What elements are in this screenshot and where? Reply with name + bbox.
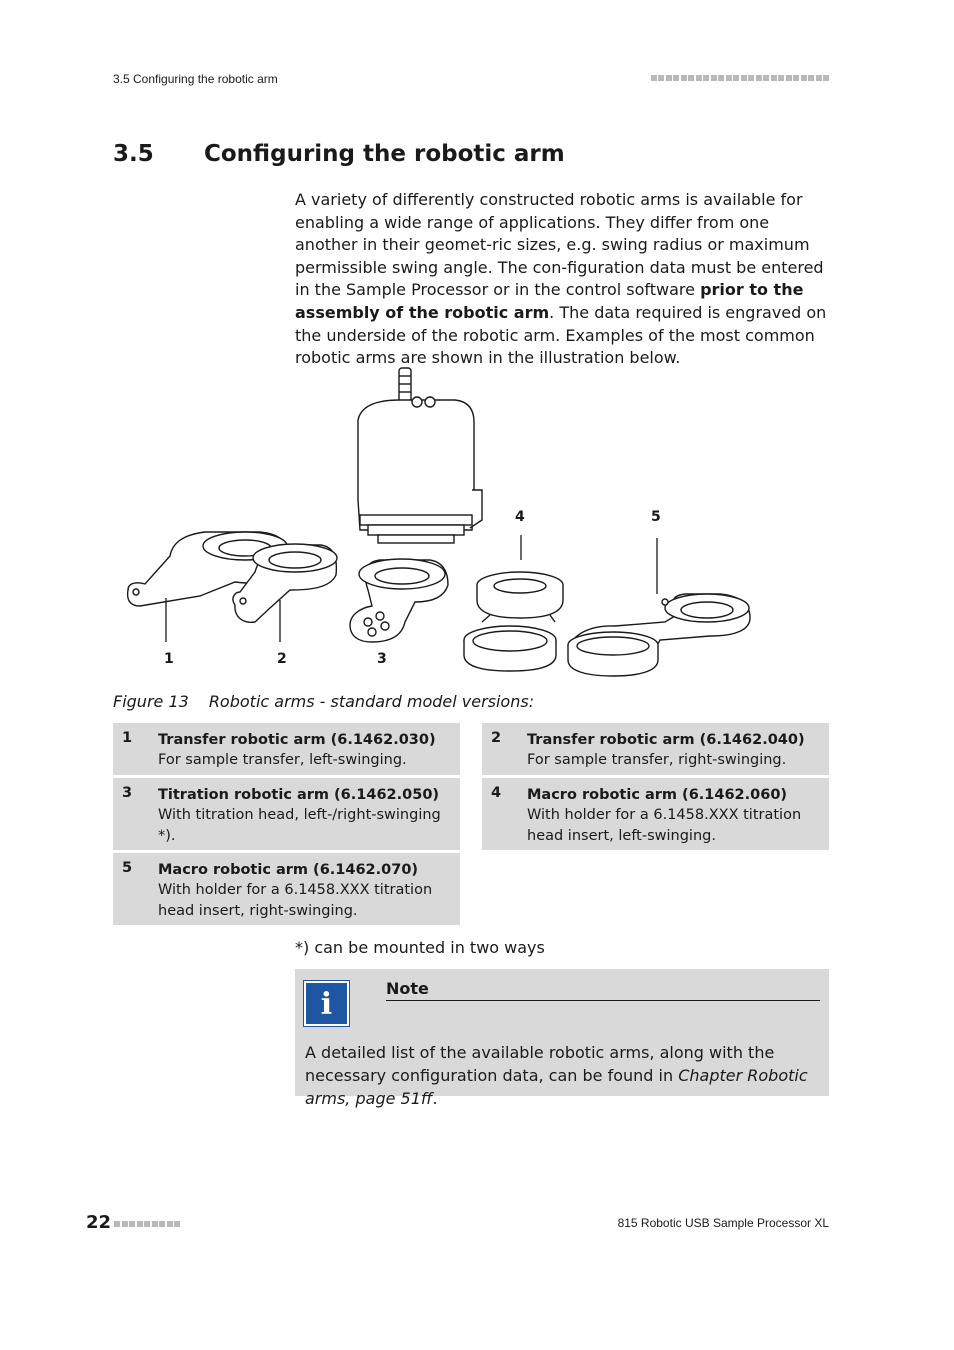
page-number: 22 <box>86 1212 112 1233</box>
arm-4-drawing <box>464 572 563 671</box>
note-chapter-reference: Chapter Robotic arms, page 51ff <box>305 1066 808 1108</box>
footer-document-title: 815 Robotic USB Sample Processor XL <box>617 1216 829 1230</box>
dot-decoration <box>741 75 747 81</box>
dot-decoration <box>129 1221 135 1227</box>
header-dots-decoration <box>651 75 830 81</box>
dot-decoration <box>137 1221 143 1227</box>
note-text <box>305 1041 820 1110</box>
section-title: Configuring the robotic arm <box>204 141 565 167</box>
legend-item-title: Macro robotic arm (6.1462.070) <box>158 862 419 878</box>
info-icon: i <box>304 981 349 1026</box>
legend-item <box>482 723 829 775</box>
intro-text-part2: . The data required is engraved on the underside of the robotic arm. Examples of the most common robotic arms are shown in the illustration below. <box>295 302 827 368</box>
dot-decoration <box>793 75 799 81</box>
legend-item-description: For sample transfer, left-swinging. <box>158 752 407 768</box>
figure-caption-text: Robotic arms - standard model versions: <box>208 692 535 711</box>
figure-caption <box>113 692 534 711</box>
legend-item <box>482 778 829 850</box>
note-box <box>295 969 829 1108</box>
legend-item-title: Titration robotic arm (6.1462.050) <box>158 787 440 803</box>
dot-decoration <box>152 1221 158 1227</box>
legend-item-title: Transfer robotic arm (6.1462.040) <box>527 732 805 748</box>
dot-decoration <box>763 75 769 81</box>
dot-decoration <box>658 75 664 81</box>
dot-decoration <box>159 1221 165 1227</box>
dot-decoration <box>666 75 672 81</box>
dot-decoration <box>718 75 724 81</box>
legend-item-title: Macro robotic arm (6.1462.060) <box>527 787 788 803</box>
intro-text-bold: prior to the assembly of the robotic arm <box>295 280 804 322</box>
legend-item-number: 4 <box>491 785 502 801</box>
dot-decoration <box>167 1221 173 1227</box>
dot-decoration <box>771 75 777 81</box>
intro-text-part1: A variety of differently constructed robotic arms is available for enabling a wide range of applications. They differ from one another in their geomet-ric sizes, e.g. swing radius or maximum permissible swing angle. The con-figuration data must be entered in the Sample Processor or in the control software <box>295 190 824 300</box>
legend-item-description: With holder for a 6.1458.XXX titration head insert, right-swinging. <box>158 882 433 919</box>
footnote: *) can be mounted in two ways <box>295 938 545 957</box>
dot-decoration <box>144 1221 150 1227</box>
callout-label-4: 4 <box>515 509 525 525</box>
dot-decoration <box>681 75 687 81</box>
legend-item-title: Transfer robotic arm (6.1462.030) <box>158 732 436 748</box>
dot-decoration <box>711 75 717 81</box>
robotic-arms-illustration <box>110 360 760 690</box>
dot-decoration <box>703 75 709 81</box>
legend-item <box>113 723 460 775</box>
running-header: 3.5 Configuring the robotic arm <box>113 72 278 86</box>
footer-dots-decoration <box>114 1221 180 1227</box>
dot-decoration <box>114 1221 120 1227</box>
dot-decoration <box>122 1221 128 1227</box>
dot-decoration <box>756 75 762 81</box>
dot-decoration <box>748 75 754 81</box>
dot-decoration <box>808 75 814 81</box>
robotic-arms-figure <box>110 360 760 690</box>
note-text-part1: A detailed list of the available robotic arms, along with the necessary configuration data, can be found in <box>305 1043 775 1085</box>
note-text-part2: . <box>432 1089 438 1108</box>
dot-decoration <box>823 75 829 81</box>
note-title: Note <box>386 979 820 1001</box>
dot-decoration <box>673 75 679 81</box>
dot-decoration <box>688 75 694 81</box>
callout-label-2: 2 <box>277 651 287 667</box>
dot-decoration <box>733 75 739 81</box>
section-number: 3.5 <box>113 141 154 167</box>
callout-label-3: 3 <box>377 651 387 667</box>
dot-decoration <box>801 75 807 81</box>
intro-paragraph <box>295 189 830 370</box>
callout-label-5: 5 <box>651 509 661 525</box>
legend-item-number: 5 <box>122 860 133 876</box>
dot-decoration <box>726 75 732 81</box>
legend-item-description: For sample transfer, right-swinging. <box>527 752 787 768</box>
dot-decoration <box>816 75 822 81</box>
tower-head-drawing <box>358 368 482 543</box>
callout-label-1: 1 <box>164 651 174 667</box>
arm-3-drawing <box>350 559 448 642</box>
legend-item-number: 1 <box>122 730 133 746</box>
legend-item-number: 3 <box>122 785 133 801</box>
dot-decoration <box>174 1221 180 1227</box>
legend-item-description: With holder for a 6.1458.XXX titration head insert, left-swinging. <box>527 807 802 844</box>
dot-decoration <box>651 75 657 81</box>
legend-item <box>113 778 460 850</box>
arm-5-drawing <box>568 594 750 676</box>
dot-decoration <box>696 75 702 81</box>
dot-decoration <box>778 75 784 81</box>
legend-item-description: With titration head, left-/right-swinging *). <box>158 807 441 844</box>
dot-decoration <box>786 75 792 81</box>
legend-item-number: 2 <box>491 730 502 746</box>
legend-item <box>113 853 460 925</box>
figure-caption-label: Figure 13 <box>113 692 189 711</box>
